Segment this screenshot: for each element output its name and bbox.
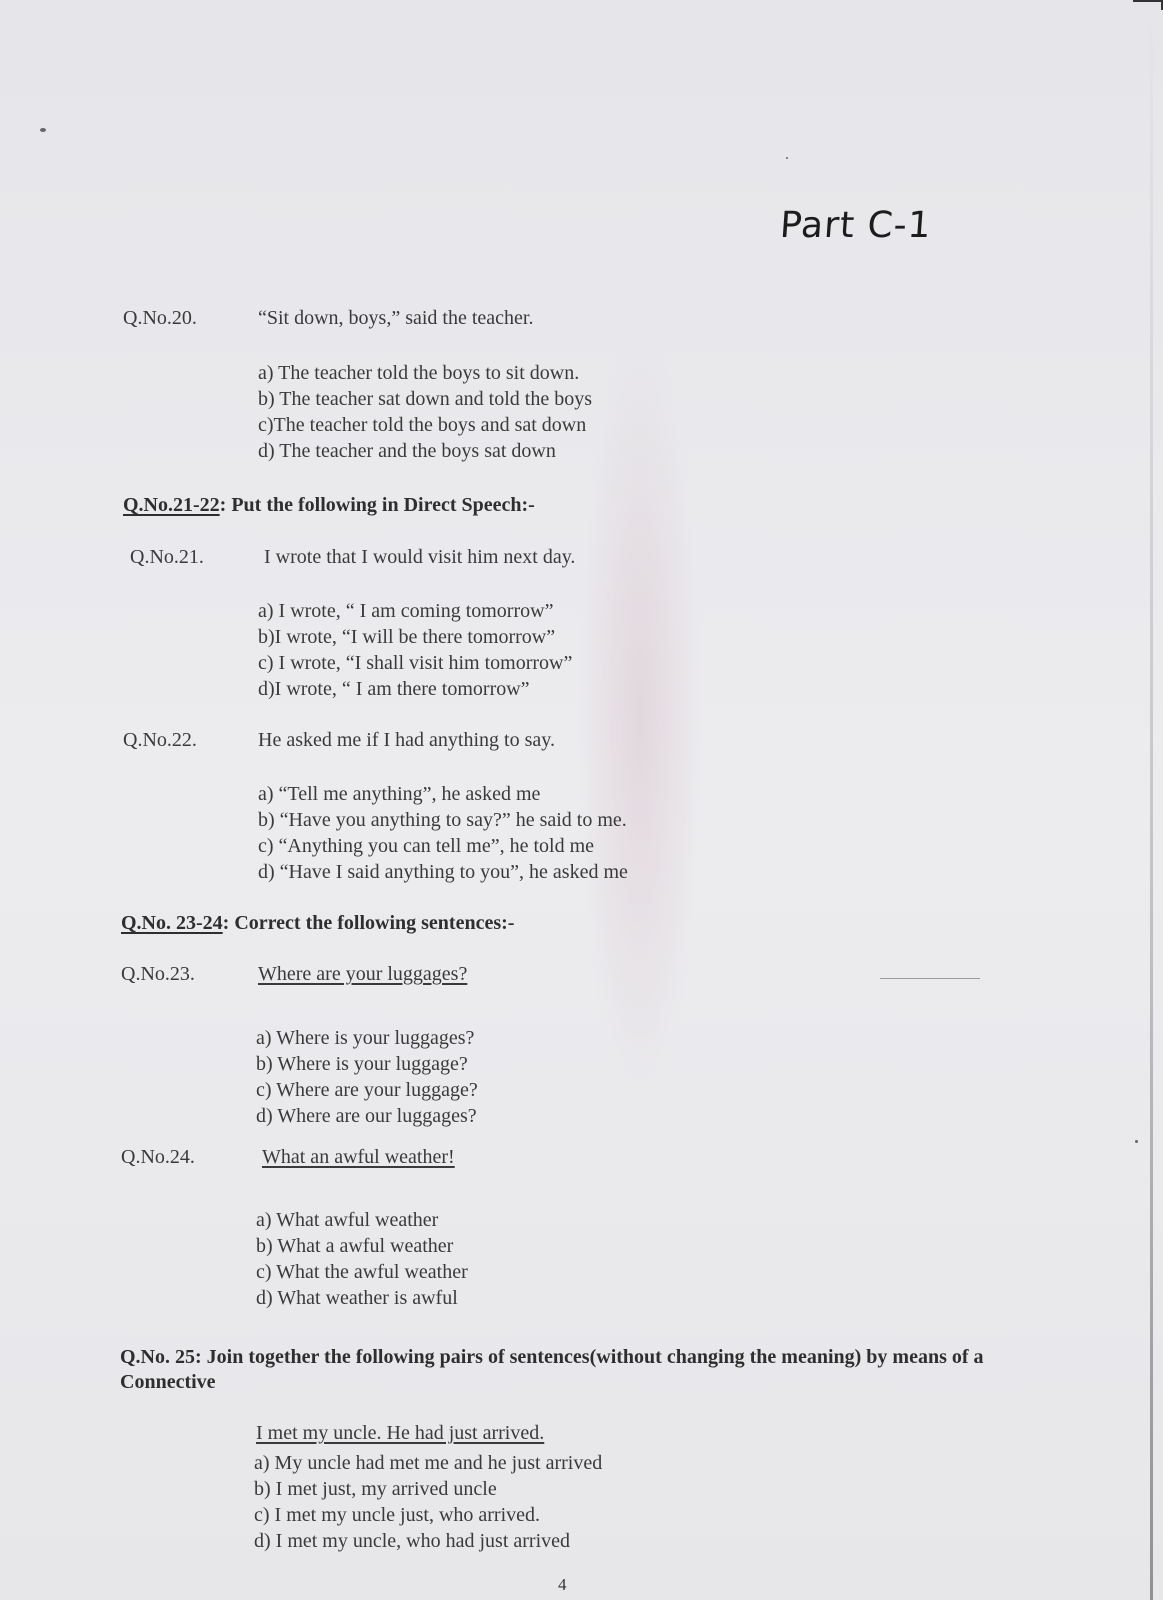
option-d: d) “Have I said anything to you”, he asked me — [258, 861, 628, 883]
option-a: a) Where is your luggages? — [256, 1027, 475, 1049]
option-c: c) I met my uncle just, who arrived. — [254, 1504, 541, 1526]
option-list — [258, 360, 592, 464]
option-b: b) I met just, my arrived uncle — [254, 1478, 497, 1500]
page-number: 4 — [558, 1575, 567, 1594]
section-tag: Q.No.21-22 — [123, 494, 220, 516]
question-stem: I wrote that I would visit him next day. — [264, 546, 576, 568]
option-b: b) The teacher sat down and told the boys — [258, 388, 592, 410]
section-heading: Q.No. 25: Join together the following pairs of sentences(without changing the meaning) by means of a Connective — [120, 1346, 984, 1393]
option-d: d) What weather is awful — [256, 1287, 458, 1309]
question-number: Q.No.24. — [121, 1146, 195, 1168]
question-stem: He asked me if I had anything to say. — [258, 729, 555, 751]
option-c: c) Where are your luggage? — [256, 1079, 478, 1101]
section-heading — [121, 911, 514, 936]
option-a: a) My uncle had met me and he just arrived — [254, 1452, 603, 1474]
question-stem: “Sit down, boys,” said the teacher. — [258, 307, 534, 329]
option-c: c) What the awful weather — [256, 1261, 468, 1283]
option-list — [258, 598, 572, 702]
scan-speck — [1135, 1140, 1138, 1143]
scan-speck — [786, 157, 788, 159]
option-list — [256, 1207, 468, 1311]
option-list — [254, 1450, 602, 1554]
question-number: Q.No.20. — [123, 307, 197, 329]
option-b: b)I wrote, “I will be there tomorrow” — [258, 626, 556, 648]
stray-mark — [880, 978, 980, 979]
option-d: d) The teacher and the boys sat down — [258, 440, 556, 462]
option-a: a) The teacher told the boys to sit down. — [258, 362, 580, 384]
option-b: b) Where is your luggage? — [256, 1053, 468, 1075]
scan-speck — [40, 128, 46, 132]
question-stem: Where are your luggages? — [258, 963, 468, 985]
question-stem: What an awful weather! — [262, 1146, 455, 1168]
question-number: Q.No.23. — [121, 963, 195, 985]
option-d: d) I met my uncle, who had just arrived — [254, 1530, 571, 1552]
scan-edge-shadow — [1150, 0, 1153, 1600]
option-c: c) “Anything you can tell me”, he told me — [258, 835, 595, 857]
option-c: c)The teacher told the boys and sat down — [258, 414, 587, 436]
question-stem: I met my uncle. He had just arrived. — [256, 1422, 545, 1444]
section-instruction: : Correct the following sentences:- — [222, 912, 515, 934]
option-d: d) Where are our luggages? — [256, 1105, 477, 1127]
section-instruction: : Put the following in Direct Speech:- — [219, 494, 535, 516]
option-b: b) “Have you anything to say?” he said to me. — [258, 809, 627, 831]
option-c: c) I wrote, “I shall visit him tomorrow” — [258, 652, 573, 674]
section-tag: Q.No. 23-24 — [121, 912, 223, 934]
option-a: a) I wrote, “ I am coming tomorrow” — [258, 600, 554, 622]
option-list — [258, 781, 628, 885]
option-a: a) “Tell me anything”, he asked me — [258, 783, 541, 805]
question-number: Q.No.21. — [130, 546, 204, 568]
corner-mark — [1133, 0, 1163, 10]
part-label: Part C-1 — [778, 205, 933, 246]
option-a: a) What awful weather — [256, 1209, 439, 1231]
option-d: d)I wrote, “ I am there tomorrow” — [258, 678, 530, 700]
option-b: b) What a awful weather — [256, 1235, 454, 1257]
section-heading — [123, 493, 535, 518]
question-number: Q.No.22. — [123, 729, 197, 751]
option-list — [256, 1025, 478, 1129]
